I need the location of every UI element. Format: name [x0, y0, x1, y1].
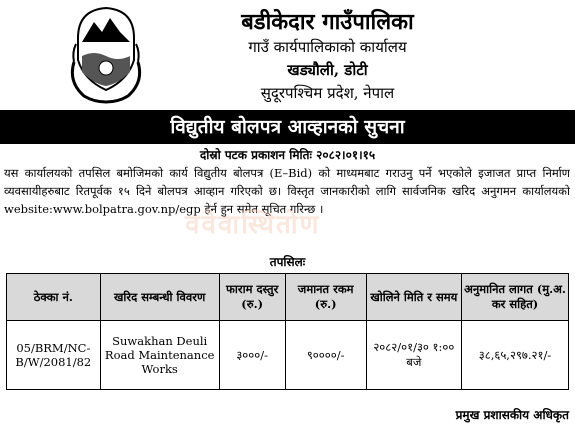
- table-label: तपसिलः: [269, 255, 306, 269]
- table-header-row: [7, 274, 569, 321]
- notice-paragraph: यस कार्यालयको तपसिल बमोजिमको कार्य विद्युतीय बोलपत्र (E–Bid) को माध्यमबाट गराउनु पर्ने भएकोले इजाजत प्राप्त निर्माण व्यवसायीहरुबाट रितपूर्वक १५ दिने बोलपत्र आव्हान गरिएको छ। विस्तृत जानकारीको लागि सार्वजनिक खरिद अनुगमन कार्यालयको website:www.bolpatra.gov.np/egp हेर्न हुन समेत सूचित गरिन्छ ।: [4, 166, 570, 216]
- header-form-fee: फाराम दस्तुर (रु.): [219, 274, 285, 321]
- signatory-title: प्रमुख प्रशासकीय अधिकृत: [455, 408, 569, 422]
- cell-security-amount: ९००००/-: [285, 321, 366, 390]
- header-security-amount: जमानत रकम (रु.): [285, 274, 366, 321]
- cell-opening-date: २०८२/०१/३० १:०० बजे: [366, 321, 461, 390]
- office-address: खड्यौली, डोटी: [287, 61, 368, 79]
- header-estimated-cost: अनुमानित लागत (मु.अ. कर सहित): [462, 274, 569, 321]
- office-name: गाउँ कार्यपालिकाको कार्यालय: [248, 38, 407, 56]
- header-description: खरिद सम्बन्धी विवरण: [100, 274, 219, 321]
- notice-title-banner: विद्युतीय बोलपत्र आव्हानको सुचना: [0, 110, 575, 144]
- bid-table: [6, 273, 569, 390]
- cell-form-fee: ३०००/-: [219, 321, 285, 390]
- table-row: [7, 321, 569, 390]
- cell-contract-no: 05/BRM/NC-B/W/2081/82: [7, 321, 101, 390]
- letterhead: [0, 0, 575, 110]
- province-name: सुदूरपश्चिम प्रदेश, नेपाल: [260, 84, 395, 102]
- cell-description: Suwakhan Deuli Road Maintenance Works: [100, 321, 219, 390]
- municipality-name: बडीकेदार गाउँपालिका: [241, 9, 414, 35]
- header-contract-no: ठेक्का नं.: [7, 274, 101, 321]
- header-opening-date: खोलिने मिति र समय: [366, 274, 461, 321]
- cell-estimated-cost: ३८,६५,२९७.२१/-: [462, 321, 569, 390]
- publication-date: दोस्रो पटक प्रकाशन मितिः २०८२।०१।१५: [199, 148, 376, 162]
- watermark: ववेवास्थितोण: [185, 210, 321, 240]
